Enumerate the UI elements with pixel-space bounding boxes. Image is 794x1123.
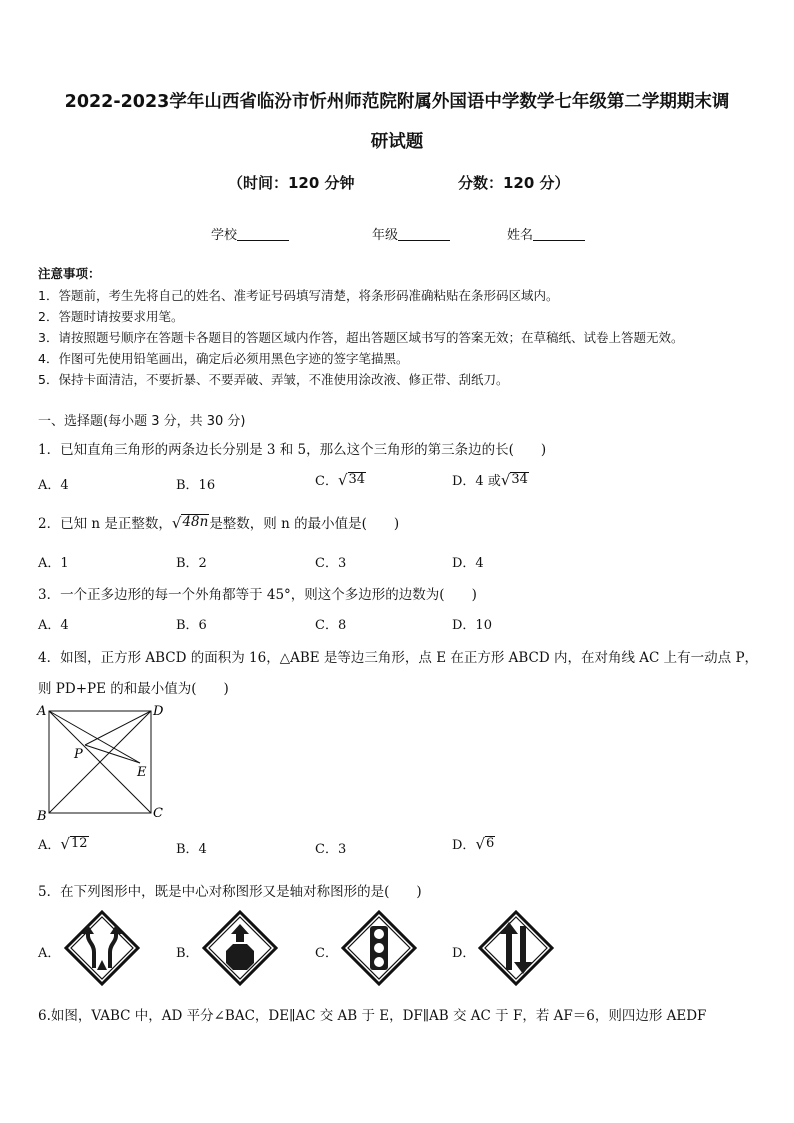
school-field bbox=[211, 224, 289, 243]
grade-field bbox=[372, 224, 450, 243]
sqrt-icon: √ 34 bbox=[337, 471, 366, 489]
note-item-5: 5．保持卡面清洁，不要折暴、不要弄破、弄皱，不准使用涂改液、修正带、刮纸刀。 bbox=[38, 372, 509, 387]
q4-option-d-label: D． bbox=[452, 838, 476, 853]
sqrt-icon: √ 34 bbox=[500, 471, 528, 489]
grade-label: 年级 bbox=[372, 228, 399, 243]
two-way-arrows-sign-icon bbox=[478, 910, 554, 986]
q3-option-c: C．8 bbox=[315, 618, 347, 633]
note-item-1: 1．答题前，考生先将自己的姓名、准考证号码填写清楚，将条形码准确粘贴在条形码区域内。 bbox=[38, 288, 559, 303]
q4-option-b: B．4 bbox=[176, 842, 207, 857]
q1-option-c-label: C． bbox=[315, 474, 338, 489]
school-label: 学校 bbox=[211, 228, 238, 243]
q4-option-c: C．3 bbox=[315, 842, 347, 857]
q1-option-a: A．4 bbox=[38, 478, 69, 493]
question-2-post: 是整数，则 n 的最小值是( ) bbox=[209, 516, 400, 532]
q2-option-d: D．4 bbox=[452, 556, 484, 571]
q4-square-diagram bbox=[30, 700, 180, 825]
sqrt-icon: √ 6 bbox=[475, 835, 495, 853]
label-b: B bbox=[37, 809, 47, 824]
exam-title-line1: 2022-2023学年山西省临汾市忻州师范院附属外国语中学数学七年级第二学期期末调 bbox=[64, 92, 730, 112]
section-heading: 一、选择题(每小题 3 分，共 30 分) bbox=[38, 414, 246, 429]
sqrt-icon: √ 12 bbox=[60, 835, 88, 853]
question-1-text: 1．已知直角三角形的两条边长分别是 3 和 5，那么这个三角形的第三条边的长( ) bbox=[38, 442, 547, 458]
q5-option-c: C． bbox=[315, 946, 338, 961]
name-label: 姓名 bbox=[507, 228, 534, 243]
q4-option-d bbox=[452, 834, 495, 853]
q5-option-b: B． bbox=[176, 946, 199, 961]
label-p: P bbox=[74, 747, 83, 762]
question-3-text: 3．一个正多边形的每一个外角都等于 45°，则这个多边形的边数为( ) bbox=[38, 587, 477, 603]
q4-option-d-radicand: 6 bbox=[486, 836, 495, 852]
name-field bbox=[507, 224, 585, 243]
name-blank bbox=[533, 228, 585, 241]
label-e: E bbox=[137, 765, 147, 780]
q2-option-a: A．1 bbox=[38, 556, 69, 571]
q3-option-b: B．6 bbox=[176, 618, 207, 633]
q5-option-d: D． bbox=[452, 946, 476, 961]
question-6-text: 6.如图，VABC 中，AD 平分∠BAC，DE∥AC 交 AB 于 E，DF∥AB 交 AC 于 F，若 AF＝6，则四边形 AEDF bbox=[38, 1008, 707, 1024]
stop-ahead-sign-icon bbox=[202, 910, 278, 986]
exam-title-line2: 研试题 bbox=[370, 132, 424, 152]
q3-option-d: D．10 bbox=[452, 618, 492, 633]
question-5-text: 5．在下列图形中，既是中心对称图形又是轴对称图形的是( ) bbox=[38, 884, 422, 900]
q4-option-a-label: A． bbox=[38, 838, 61, 853]
q1-option-d bbox=[452, 470, 529, 489]
grade-blank bbox=[398, 228, 450, 241]
q1-option-d-label: D．4 或 bbox=[452, 474, 501, 489]
question-4-text-line1: 4．如图，正方形 ABCD 的面积为 16，△ABE 是等边三角形，点 E 在正方形 ABCD 内，在对角线 AC 上有一动点 P， bbox=[38, 650, 759, 666]
segment-ae bbox=[49, 711, 140, 763]
segment-pd bbox=[85, 711, 151, 745]
note-item-3: 3．请按照题号顺序在答题卡各题目的答题区域内作答，超出答题区域书写的答案无效；在草稿纸、试卷上答题无效。 bbox=[38, 330, 684, 345]
question-2-text bbox=[38, 512, 399, 532]
merge-lanes-sign-icon bbox=[64, 910, 140, 986]
question-4-text-line2: 则 PD+PE 的和最小值为( ) bbox=[38, 681, 229, 697]
note-item-2: 2．答题时请按要求用笔。 bbox=[38, 309, 184, 324]
exam-time: （时间：120 分钟 bbox=[228, 174, 355, 192]
q5-option-a: A． bbox=[38, 946, 61, 961]
q1-option-d-radicand: 34 bbox=[511, 472, 528, 488]
q4-option-a bbox=[38, 834, 89, 853]
label-d: D bbox=[153, 704, 164, 719]
sqrt-icon: √ 48n bbox=[171, 514, 209, 532]
notes-heading: 注意事项： bbox=[38, 266, 101, 281]
q2-option-c: C．3 bbox=[315, 556, 347, 571]
q2-option-b: B．2 bbox=[176, 556, 207, 571]
q3-option-a: A．4 bbox=[38, 618, 69, 633]
exam-score: 分数：120 分） bbox=[458, 174, 570, 192]
q1-option-b: B．16 bbox=[176, 478, 216, 493]
label-a: A bbox=[37, 704, 47, 719]
traffic-light-sign-icon bbox=[341, 910, 417, 986]
q1-option-c bbox=[315, 470, 366, 489]
question-2-radicand: 48n bbox=[182, 514, 209, 531]
q4-option-a-radicand: 12 bbox=[70, 836, 88, 852]
question-2-pre: 2．已知 n 是正整数， bbox=[38, 516, 172, 532]
note-item-4: 4．作图可先使用铅笔画出，确定后必须用黑色字迹的签字笔描黑。 bbox=[38, 351, 409, 366]
school-blank bbox=[237, 228, 289, 241]
label-c: C bbox=[153, 806, 163, 821]
q1-option-c-radicand: 34 bbox=[348, 472, 366, 488]
